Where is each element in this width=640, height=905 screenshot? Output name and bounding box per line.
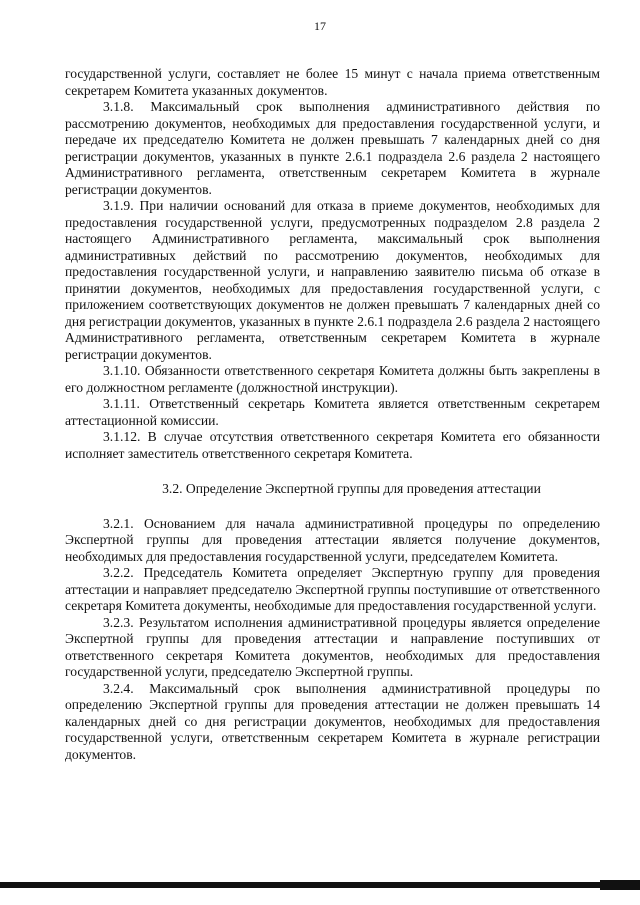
paragraph-3-2-4: 3.2.4. Максимальный срок выполнения административной процедуры по определению Экспертной группы для проведения аттестации не должен превышать 14 календарных дней со дня регистрации документов, необходимых для предоставления государственной услуги, ответственным секретарем Комитета в журнале регистрации документов. [65,680,600,762]
paragraph-3-2-3: 3.2.3. Результатом исполнения административной процедуры является определение Экспертной группы для проведения аттестации и направление поступивших от ответственного секретаря Комитета документов, необходимых для предоставления государственной услуги, председателю Экспертной группы. [65,614,600,679]
paragraph-3-2-1: 3.2.1. Основанием для начала административной процедуры по определению Экспертной группы для проведения аттестации является получение документов, необходимых для предоставления государственной услуги, председателем Комитета. [65,515,600,564]
paragraph-3-1-10: 3.1.10. Обязанности ответственного секретаря Комитета должны быть закреплены в его должностном регламенте (должностной инструкции). [65,363,600,395]
paragraph-3-1-11: 3.1.11. Ответственный секретарь Комитета является ответственным секретарем аттестационной комиссии. [65,396,600,428]
paragraph-3-1-9: 3.1.9. При наличии оснований для отказа в приеме документов, необходимых для предоставления государственной услуги, предусмотренных подразделом 2.8 раздела 2 настоящего Административного регламента, максимальный срок выполнения административных действий по рассмотрению документов, необходимых для предоставления государственной услуги, и направлению заявителю письма об отказе в принятии документов, необходимых для предоставления государственной услуги, с приложением соответствующих документов не должен превышать 7 календарных дней со дня регистрации документов, указанных в пункте 2.6.1 подраздела 2.6 раздела 2 настоящего Административного регламента, ответственным секретарем Комитета в журнале регистрации документов. [65,198,600,362]
section-heading-3-2: 3.2. Определение Экспертной группы для проведения аттестации [162,481,541,496]
scan-edge-bar-tail [600,880,640,890]
paragraph-3-1-12: 3.1.12. В случае отсутствия ответственного секретаря Комитета его обязанности исполняет заместитель ответственного секретаря Комитета. [65,429,600,461]
paragraph-continuation: государственной услуги, составляет не более 15 минут с начала приема ответственным секретарем Комитета указанных документов. [65,66,600,98]
page-number: 17 [314,19,326,33]
paragraph-3-2-2: 3.2.2. Председатель Комитета определяет Экспертную группу для проведения аттестации и направляет председателю Экспертной группы поступившие от ответственного секретаря Комитета документы, необходимые для предоставления государственной услуги. [65,565,600,613]
paragraph-3-1-8: 3.1.8. Максимальный срок выполнения административного действия по рассмотрению документов, необходимых для предоставления государственной услуги, и передаче их председателю Комитета не должен превышать 7 календарных дней со дня регистрации документов, указанных в пункте 2.6.1 подраздела 2.6 раздела 2 настоящего Административного регламента, ответственным секретарем Комитета в журнале регистрации документов. [65,99,600,197]
document-body [65,66,600,763]
scan-edge-bar [0,882,612,888]
